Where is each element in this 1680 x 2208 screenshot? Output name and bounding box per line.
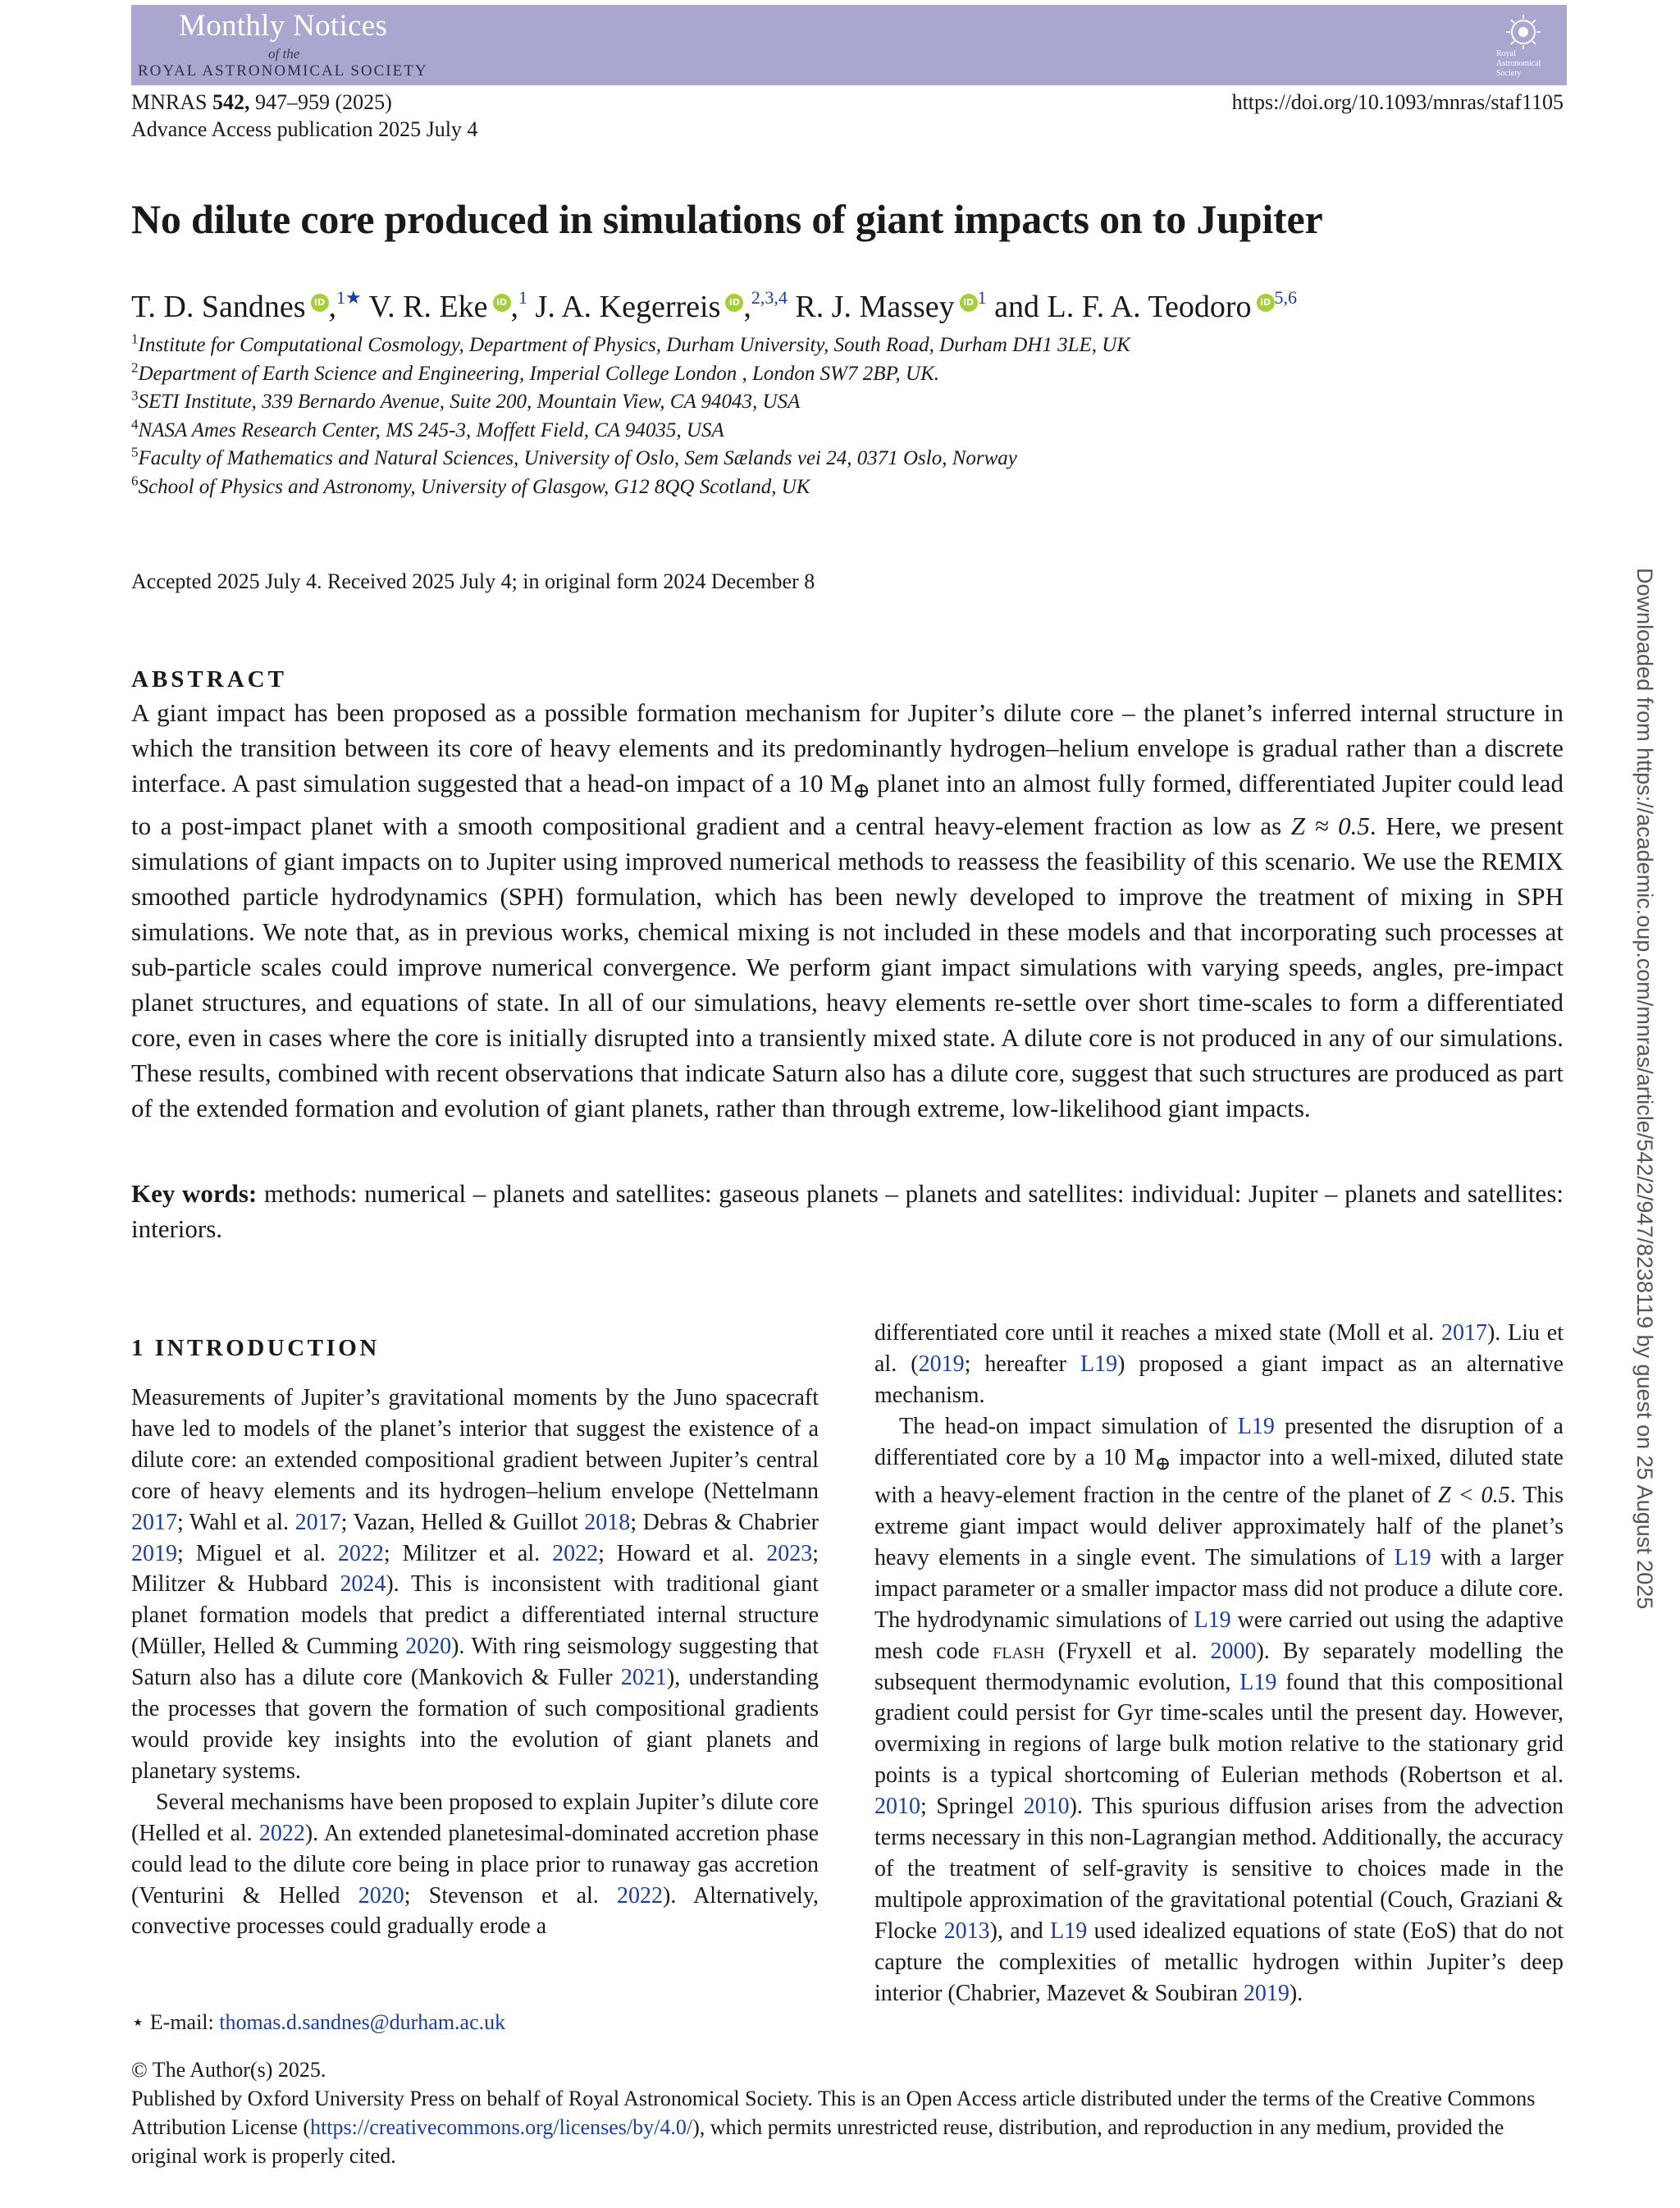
journal-society-name: ROYAL ASTRONOMICAL SOCIETY xyxy=(138,62,428,80)
citation-link[interactable]: 2022 xyxy=(617,1882,664,1909)
citation-line xyxy=(131,89,392,116)
text: with a larger impact parameter or a smaller impactor mass did not produce a dilute core. The hydrodynamic simulations of xyxy=(874,1544,1564,1633)
author-affiliation-ref[interactable]: 2,3,4 xyxy=(751,287,788,308)
affiliation-number: 5 xyxy=(131,444,139,460)
advance-access: Advance Access publication 2025 July 4 xyxy=(131,117,478,141)
text: differentiated core until it reaches a mixed state (Moll et al. xyxy=(874,1320,1441,1346)
author-name: L. F. A. Teodoro xyxy=(1047,290,1252,324)
text: ). By separately modelling the subsequent thermodynamic evolution, xyxy=(874,1638,1564,1695)
text: were carried out using the adaptive mesh code xyxy=(874,1607,1564,1664)
left-column xyxy=(131,1383,819,1942)
abstract-text xyxy=(131,695,1564,1126)
license-link[interactable]: https://creativecommons.org/licenses/by/4.0/ xyxy=(310,2115,693,2139)
journal-banner xyxy=(131,5,1567,85)
text: presented the disruption of a differentiated core by a 10 M xyxy=(874,1413,1564,1470)
paragraph xyxy=(874,1411,1564,2009)
author-name: V. R. Eke xyxy=(368,290,488,324)
citation-link[interactable]: 2017 xyxy=(1440,1320,1487,1346)
ras-logo-text: Royal Astronomical Society xyxy=(1496,49,1541,78)
affiliation-text: Faculty of Mathematics and Natural Sciences, University of Oslo, Sem Sælands vei 24, 0371 Oslo, Norway xyxy=(138,447,1017,469)
citation-link[interactable]: 2000 xyxy=(1210,1638,1257,1664)
download-sidebar xyxy=(1631,568,1664,1643)
paragraph xyxy=(874,1318,1564,1411)
text: ). With ring seismology suggesting that Saturn also has a dilute core (Mankovich & Fuller xyxy=(131,1634,819,1691)
license-text xyxy=(131,2084,1564,2170)
text: ). xyxy=(1289,1980,1303,2006)
affiliation-number: 2 xyxy=(131,359,139,376)
corresponding-star-icon[interactable]: ★ xyxy=(345,287,362,308)
text: ; Howard et al. xyxy=(598,1540,767,1566)
text: ; Militzer et al. xyxy=(383,1540,553,1566)
orcid-icon[interactable]: iD xyxy=(960,294,978,312)
email-link[interactable]: thomas.d.sandnes@durham.ac.uk xyxy=(219,2010,506,2034)
citation-link[interactable]: L19 xyxy=(1394,1544,1431,1570)
affiliation-text: SETI Institute, 339 Bernardo Avenue, Suite 200, Mountain View, CA 94043, USA xyxy=(138,391,801,413)
intro-heading xyxy=(131,1333,819,1365)
author-affiliation-ref[interactable]: 1 xyxy=(977,287,987,308)
author-name: T. D. Sandnes xyxy=(131,290,306,324)
footnote-label: E-mail: xyxy=(144,2010,220,2034)
citation-journal: MNRAS xyxy=(131,90,212,114)
ras-logo-icon xyxy=(1504,13,1542,51)
keywords-text: methods: numerical – planets and satellites: gaseous planets – planets and satellites: individual: Jupiter – planets and satellites: interiors. xyxy=(131,1179,1564,1243)
footnote-star-icon: ⋆ xyxy=(131,2010,145,2034)
citation-link[interactable]: 2021 xyxy=(620,1665,667,1691)
text: ). This is inconsistent with traditional giant planet formation models that predict a differentiated internal structure (Müller, Helled & Cumming xyxy=(131,1571,819,1660)
text: Several mechanisms have been proposed to explain Jupiter’s dilute core (Helled et al. xyxy=(131,1789,819,1846)
received-dates: Accepted 2025 July 4. Received 2025 July 4; in original form 2024 December 8 xyxy=(131,569,815,593)
citation-link[interactable]: L19 xyxy=(1237,1413,1275,1439)
citation-link[interactable]: 2017 xyxy=(131,1509,177,1535)
author-name: R. J. Massey xyxy=(795,290,955,324)
text: Measurements of Jupiter’s gravitational moments by the Juno spacecraft have led to models of the planet’s interior that suggest the existence of a dilute core: an extended compositional gradient between Jupiter’s central core of heavy elements and its hydrogen–helium envelope (Nettelmann xyxy=(131,1385,819,1504)
affiliation-text: School of Physics and Astronomy, University of Glasgow, G12 8QQ Scotland, UK xyxy=(138,475,810,498)
paragraph xyxy=(131,1787,819,1943)
orcid-icon[interactable]: iD xyxy=(725,294,743,312)
doi-link[interactable]: https://doi.org/10.1093/mnras/staf1105 xyxy=(1231,90,1564,114)
affiliation xyxy=(131,417,1130,446)
citation-link[interactable]: 2017 xyxy=(294,1509,341,1535)
citation-link[interactable]: L19 xyxy=(1080,1351,1118,1377)
affiliation-number: 1 xyxy=(131,331,139,347)
citation-link[interactable]: 2022 xyxy=(258,1820,305,1846)
affiliation xyxy=(131,331,1130,360)
text: . This extreme giant impact would deliver approximately half of the planet’s heavy elements in a single event. The simulations of xyxy=(874,1483,1564,1570)
paragraph xyxy=(131,1383,819,1787)
code-name: flash xyxy=(993,1638,1045,1664)
affiliation-number: 6 xyxy=(131,473,139,489)
citation-link[interactable]: 2024 xyxy=(340,1571,386,1598)
affiliation xyxy=(131,445,1130,473)
citation-link[interactable]: 2010 xyxy=(874,1794,920,1820)
abstract-part: planet into an almost fully formed, differentiated Jupiter could lead to a post-impact planet with a smooth compositional gradient and a central heavy-element fraction as low as xyxy=(131,769,1564,841)
citation-link[interactable]: 2022 xyxy=(552,1540,599,1566)
affiliation-number: 3 xyxy=(131,387,139,404)
text: impactor into a well-mixed, diluted state with a heavy-element fraction in the centre of the planet of xyxy=(874,1444,1564,1509)
abstract-part: . Here, we present simulations of giant impacts on to Jupiter using improved numerical methods to reassess the feasibility of this scenario. We use the REMIX smoothed particle hydrodynamics (SPH) formulation, which has been newly developed to improve the treatment of mixing in SPH simulations. We note that, as in previous works, chemical mixing is not included in these models and that incorporating such processes at sub-particle scales could improve numerical convergence. We perform giant impact simulations with varying speeds, angles, pre-impact planet structures, and equations of state. In all of our simulations, heavy elements re-settle over short time-scales to form a differentiated core, even in cases where the core is initially disrupted into a transiently mixed state. A dilute core is not produced in any of our simulations. These results, combined with recent observations that indicate Saturn also has a dilute core, suggest that such structures are produced as part of the extended formation and evolution of giant planets, rather than through extreme, low-likelihood giant impacts. xyxy=(131,811,1564,1123)
citation-link[interactable]: L19 xyxy=(1239,1669,1277,1695)
citation-link[interactable]: L19 xyxy=(1194,1607,1231,1633)
text: ). Liu et al. ( xyxy=(874,1320,1564,1377)
download-note: Downloaded from https://academic.oup.com/mnras/article/542/2/947/8238119 by guest on 25 August 2025 xyxy=(1632,568,1657,1610)
citation-link[interactable]: L19 xyxy=(1050,1918,1088,1944)
math-expression: Z < 0.5 xyxy=(1438,1483,1510,1509)
text: ). An extended planetesimal-dominated accretion phase could lead to the dilute core being in place prior to runaway gas accretion (Venturini & Helled xyxy=(131,1820,819,1909)
text: ). This spurious diffusion arises from the advection terms necessary in this non-Lagrangian method. Additionally, the accuracy of the treatment of self-gravity is sensitive to choices made in the multipole approximation of the gravitational potential (Couch, Graziani & Flocke xyxy=(874,1794,1564,1944)
earth-mass-symbol: ⊕ xyxy=(1154,1453,1171,1475)
copyright-block xyxy=(131,2055,1564,2170)
text: ), which permits unrestricted reuse, distribution, and reproduction in any medium, provided the original work is properly cited. xyxy=(131,2115,1504,2168)
abstract-heading: ABSTRACT xyxy=(131,666,287,693)
text: ; Springel xyxy=(920,1794,1024,1820)
affiliation-text: NASA Ames Research Center, MS 245-3, Moffett Field, CA 94035, USA xyxy=(138,418,724,441)
affiliation xyxy=(131,360,1130,389)
affiliation-text: Institute for Computational Cosmology, Department of Physics, Durham University, South Road, Durham DH1 3LE, UK xyxy=(138,334,1130,356)
journal-name-of-the: of the xyxy=(268,46,300,62)
text: found that this compositional gradient could persist for Gyr time-scales until the present day. However, overmixing in regions of large bulk motion relative to the stationary grid points is a typical shortcoming of Eulerian methods (Robertson et al. xyxy=(874,1669,1564,1789)
citation-link[interactable]: 2020 xyxy=(358,1882,404,1909)
earth-mass-symbol: ⊕ xyxy=(852,779,870,803)
citation-link[interactable]: 2019 xyxy=(131,1540,177,1566)
citation-link[interactable]: 2013 xyxy=(943,1918,990,1944)
author-affiliation-ref[interactable]: 1 xyxy=(336,287,345,308)
citation-link[interactable]: 2023 xyxy=(766,1540,813,1566)
citation-link[interactable]: 2019 xyxy=(918,1351,965,1377)
math-expression: Z ≈ 0.5 xyxy=(1290,811,1370,841)
section-heading: 1 INTRODUCTION xyxy=(131,1335,380,1361)
text: ; Vazan, Helled & Guillot xyxy=(340,1509,585,1535)
affiliation-list xyxy=(131,331,1130,501)
author-list: T. D. Sandnes iD ,$^{1★}$ V. R. Eke iD ,$^1$ J. A. Kegerreis iD ,$^{2,3,4}$ R. J. Massey iD $^1$ and L. F. A. Teodoro iD $^{5,6}$ xyxy=(131,287,1298,324)
paper-title: No dilute core produced in simulations of giant impacts on to Jupiter xyxy=(131,196,1323,242)
citation-link[interactable]: 2019 xyxy=(1243,1980,1290,2006)
orcid-icon[interactable]: iD xyxy=(493,294,511,312)
abstract-part: A giant impact has been proposed as a possible formation mechanism for Jupiter’s dilute core – the planet’s inferred internal structure in which the transition between its core of heavy elements and its predominantly hydrogen–helium envelope is gradual rather than a discrete interface. A past simulation suggested that a head-on impact of a 10 M xyxy=(131,698,1564,798)
citation-link[interactable]: 2010 xyxy=(1023,1794,1070,1820)
author-name: J. A. Kegerreis xyxy=(535,290,721,324)
citation-link[interactable]: 2020 xyxy=(405,1634,452,1660)
text: Published by Oxford University Press on behalf of Royal Astronomical Society. This is an Open Access article distributed under the terms of the Creative Commons Attribution License ( xyxy=(131,2087,1536,2139)
text: ), understanding the processes that govern the formation of such compositional gradients would provide key insights into the evolution of giant planets and planetary systems. xyxy=(131,1665,819,1784)
journal-name: Monthly Notices xyxy=(179,9,388,43)
citation-link[interactable]: 2022 xyxy=(337,1540,384,1566)
footnote xyxy=(131,2010,505,2035)
text: ; Debras & Chabrier xyxy=(630,1509,819,1535)
text: ) proposed a giant impact as an alternative mechanism. xyxy=(874,1351,1564,1408)
keywords xyxy=(131,1176,1564,1246)
author-and: and xyxy=(994,290,1039,324)
text: ; Stevenson et al. xyxy=(404,1882,618,1909)
affiliation xyxy=(131,473,1130,502)
affiliation-text: Department of Earth Science and Engineering, Imperial College London , London SW7 2BP, UK. xyxy=(138,362,940,385)
text: The head-on impact simulation of xyxy=(899,1413,1238,1439)
author-affiliation-ref[interactable]: 1 xyxy=(518,287,528,308)
citation-volume: 542, xyxy=(212,90,250,114)
orcid-icon[interactable]: iD xyxy=(311,294,329,312)
author-affiliation-ref[interactable]: 5,6 xyxy=(1274,287,1298,308)
text: used idealized equations of state (EoS) that do not capture the complexities of metallic hydrogen within Jupiter’s deep interior (Chabrier, Mazevet & Soubiran xyxy=(874,1918,1564,2006)
citation-pages: 947–959 (2025) xyxy=(249,90,392,114)
orcid-icon[interactable]: iD xyxy=(1257,294,1275,312)
keywords-label: Key words: xyxy=(131,1179,258,1208)
text: ; Wahl et al. xyxy=(177,1509,295,1535)
copyright-line: © The Author(s) 2025. xyxy=(131,2058,326,2082)
text: ; Militzer & Hubbard xyxy=(131,1540,819,1598)
text: ; Miguel et al. xyxy=(177,1540,338,1566)
citation-link[interactable]: 2018 xyxy=(584,1509,631,1535)
text: ). Alternatively, convective processes could gradually erode a xyxy=(131,1882,819,1940)
text: ), and xyxy=(989,1918,1051,1944)
affiliation xyxy=(131,388,1130,417)
affiliation-number: 4 xyxy=(131,416,139,432)
text: (Fryxell et al. xyxy=(1044,1638,1211,1664)
text: ; hereafter xyxy=(964,1351,1080,1377)
right-column xyxy=(874,1318,1564,2009)
